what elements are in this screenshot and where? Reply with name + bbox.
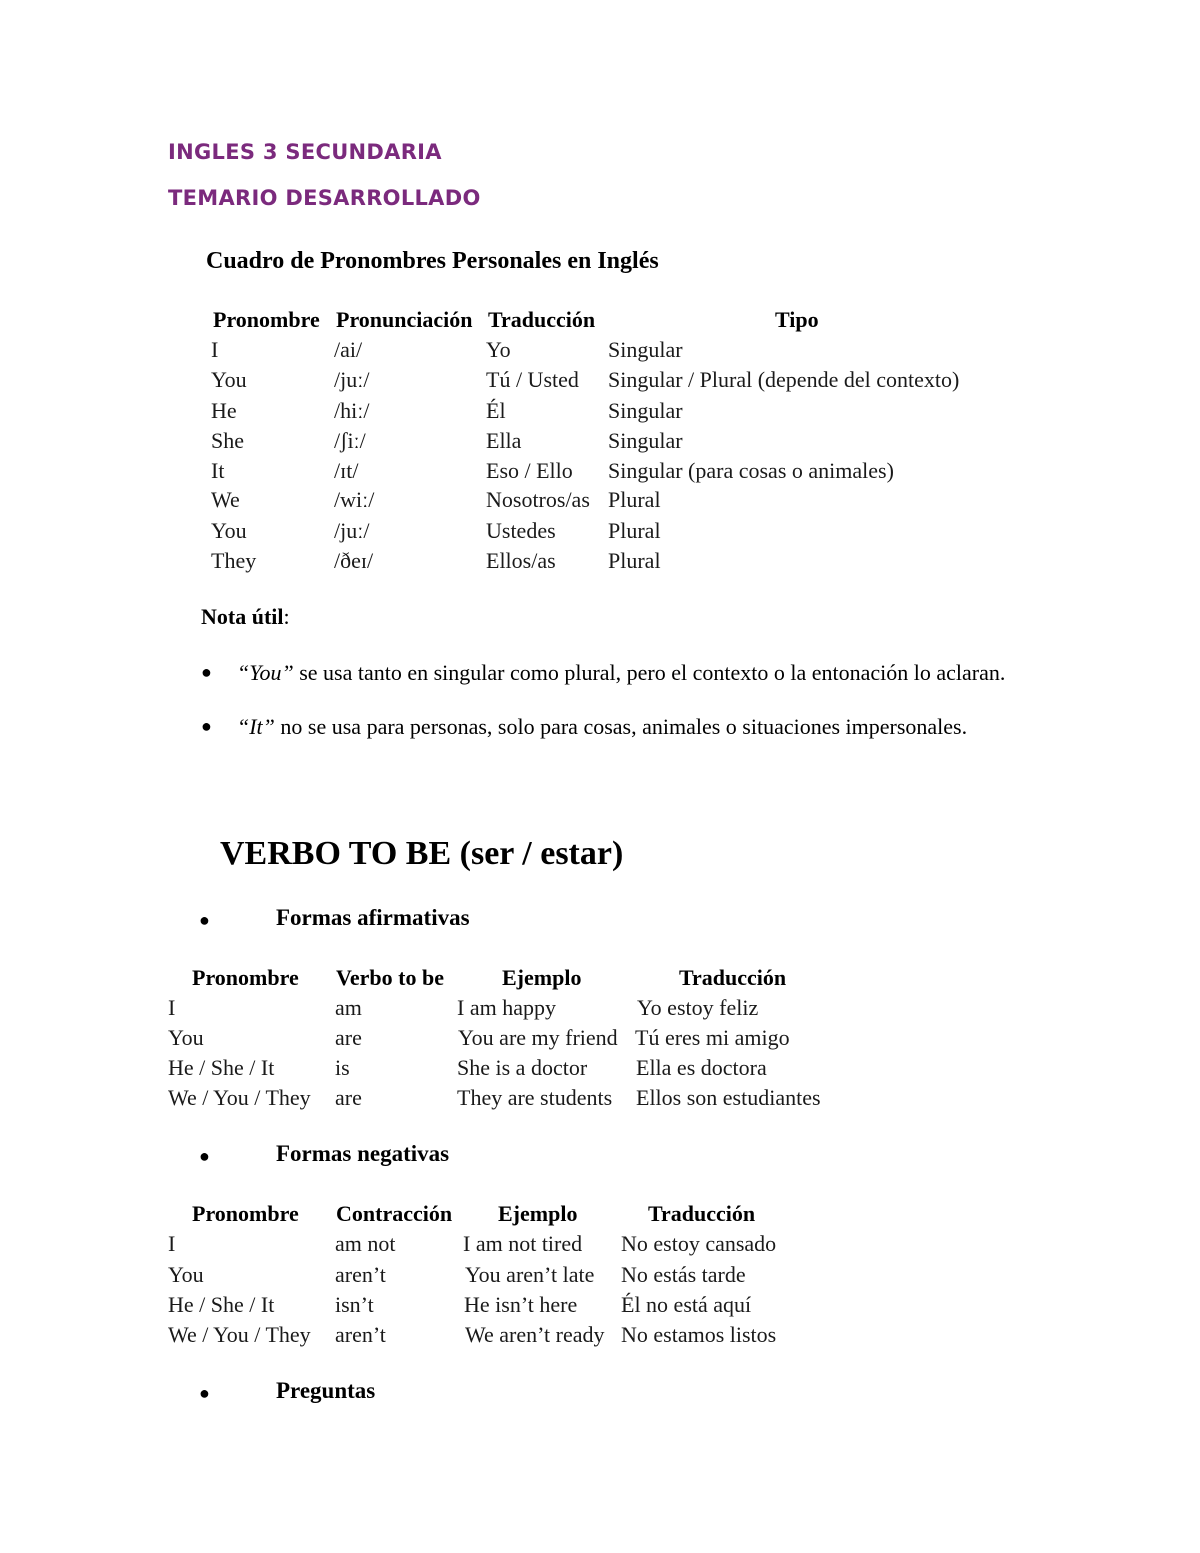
pronunciation-cell: /ɪt/ <box>334 458 359 483</box>
translation-cell: Él <box>486 398 506 423</box>
verb-cell: is <box>335 1055 350 1080</box>
example-cell: They are students <box>457 1085 613 1110</box>
note-item-text: se usa tanto en singular como plural, pero el contexto o la entonación lo aclaran. <box>293 660 1006 685</box>
type-cell: Singular <box>608 428 683 453</box>
pronoun-cell: You <box>168 1262 204 1287</box>
example-cell: He isn’t here <box>464 1292 578 1317</box>
type-cell: Singular <box>608 398 683 423</box>
syllabus-title: TEMARIO DESARROLLADO <box>168 186 481 210</box>
contraction-cell: aren’t <box>335 1322 386 1347</box>
translation-cell: Nosotros/as <box>486 487 590 512</box>
pronunciation-cell: /juː/ <box>334 518 370 543</box>
pronoun-cell: He <box>211 398 237 423</box>
translation-cell: No estamos listos <box>621 1322 777 1347</box>
example-cell: You aren’t late <box>465 1262 595 1287</box>
bullet-icon: ● <box>199 1146 210 1166</box>
note-item-text: no se usa para personas, solo para cosas, animales o situaciones impersonales. <box>274 714 968 739</box>
translation-cell: Yo <box>486 337 511 362</box>
affirmative-header-traduccion: Traducción <box>679 965 787 990</box>
type-cell: Plural <box>608 548 661 573</box>
translation-cell: Tú / Usted <box>486 367 579 392</box>
type-cell: Singular (para cosas o animales) <box>608 458 894 483</box>
verb-cell: am <box>335 995 362 1020</box>
negative-heading: Formas negativas <box>276 1141 450 1166</box>
note-heading-label: Nota útil <box>201 604 284 629</box>
example-cell: She is a doctor <box>457 1055 588 1080</box>
example-cell: I am happy <box>457 995 556 1020</box>
pronoun-cell: You <box>211 367 247 392</box>
bullet-icon: ● <box>199 910 210 930</box>
bullet-icon: ● <box>199 1383 210 1403</box>
bullet-icon: ● <box>201 662 212 682</box>
affirmative-heading: Formas afirmativas <box>276 905 470 930</box>
contraction-cell: aren’t <box>335 1262 386 1287</box>
pronouns-table-title: Cuadro de Pronombres Personales en Inglés <box>206 248 659 274</box>
pronoun-cell: It <box>211 458 225 483</box>
pronoun-cell: I <box>168 1231 176 1256</box>
translation-cell: Ella es doctora <box>636 1055 767 1080</box>
pronouns-header-pronunciacion: Pronunciación <box>336 307 473 332</box>
bullet-icon: ● <box>201 716 212 736</box>
note-heading <box>201 604 290 630</box>
note-item-emphasis: “You” <box>237 660 294 685</box>
affirmative-header-verbo: Verbo to be <box>336 965 444 990</box>
pronunciation-cell: /juː/ <box>334 367 370 392</box>
verb-cell: are <box>335 1085 362 1110</box>
type-cell: Singular <box>608 337 683 362</box>
negative-header-ejemplo: Ejemplo <box>498 1201 578 1226</box>
example-cell: I am not tired <box>463 1231 583 1256</box>
type-cell: Singular / Plural (depende del contexto) <box>608 367 960 392</box>
pronunciation-cell: /ðeɪ/ <box>334 548 374 573</box>
affirmative-header-ejemplo: Ejemplo <box>502 965 582 990</box>
pronoun-cell: She <box>211 428 244 453</box>
contraction-cell: am not <box>335 1231 396 1256</box>
type-cell: Plural <box>608 487 661 512</box>
pronouns-header-traduccion: Traducción <box>488 307 596 332</box>
pronoun-cell: I <box>211 337 219 362</box>
example-cell: You are my friend <box>458 1025 618 1050</box>
translation-cell: Eso / Ello <box>486 458 573 483</box>
pronoun-cell: We / You / They <box>168 1322 311 1347</box>
contraction-cell: isn’t <box>335 1292 374 1317</box>
negative-header-traduccion: Traducción <box>648 1201 756 1226</box>
translation-cell: Él no está aquí <box>621 1292 752 1317</box>
pronouns-header-tipo: Tipo <box>775 307 819 332</box>
verb-to-be-title: VERBO TO BE (ser / estar) <box>220 835 624 872</box>
pronoun-cell: They <box>211 548 257 573</box>
pronunciation-cell: /wiː/ <box>334 487 375 512</box>
note-item-emphasis: “It” <box>237 714 275 739</box>
translation-cell: Ellos/as <box>486 548 556 573</box>
course-title: INGLES 3 SECUNDARIA <box>168 140 442 164</box>
pronouns-header-pronombre: Pronombre <box>213 307 320 332</box>
affirmative-header-pronombre: Pronombre <box>192 965 299 990</box>
translation-cell: Yo estoy feliz <box>637 995 759 1020</box>
translation-cell: Tú eres mi amigo <box>635 1025 790 1050</box>
negative-header-pronombre: Pronombre <box>192 1201 299 1226</box>
negative-header-contraccion: Contracción <box>336 1201 453 1226</box>
translation-cell: Ella <box>486 428 522 453</box>
note-item <box>237 659 1027 686</box>
translation-cell: Ellos son estudiantes <box>636 1085 821 1110</box>
pronoun-cell: He / She / It <box>168 1292 275 1317</box>
pronunciation-cell: /ʃiː/ <box>334 428 366 453</box>
note-item <box>237 713 1027 740</box>
pronoun-cell: You <box>211 518 247 543</box>
pronunciation-cell: /ai/ <box>334 337 363 362</box>
translation-cell: Ustedes <box>486 518 556 543</box>
example-cell: We aren’t ready <box>465 1322 605 1347</box>
pronoun-cell: I <box>168 995 176 1020</box>
translation-cell: No estoy cansado <box>621 1231 777 1256</box>
verb-cell: are <box>335 1025 362 1050</box>
pronunciation-cell: /hiː/ <box>334 398 370 423</box>
pronoun-cell: He / She / It <box>168 1055 275 1080</box>
pronoun-cell: You <box>168 1025 204 1050</box>
note-heading-colon: : <box>283 604 290 629</box>
translation-cell: No estás tarde <box>621 1262 746 1287</box>
type-cell: Plural <box>608 518 661 543</box>
pronoun-cell: We <box>211 487 240 512</box>
pronoun-cell: We / You / They <box>168 1085 311 1110</box>
questions-heading: Preguntas <box>276 1378 376 1403</box>
